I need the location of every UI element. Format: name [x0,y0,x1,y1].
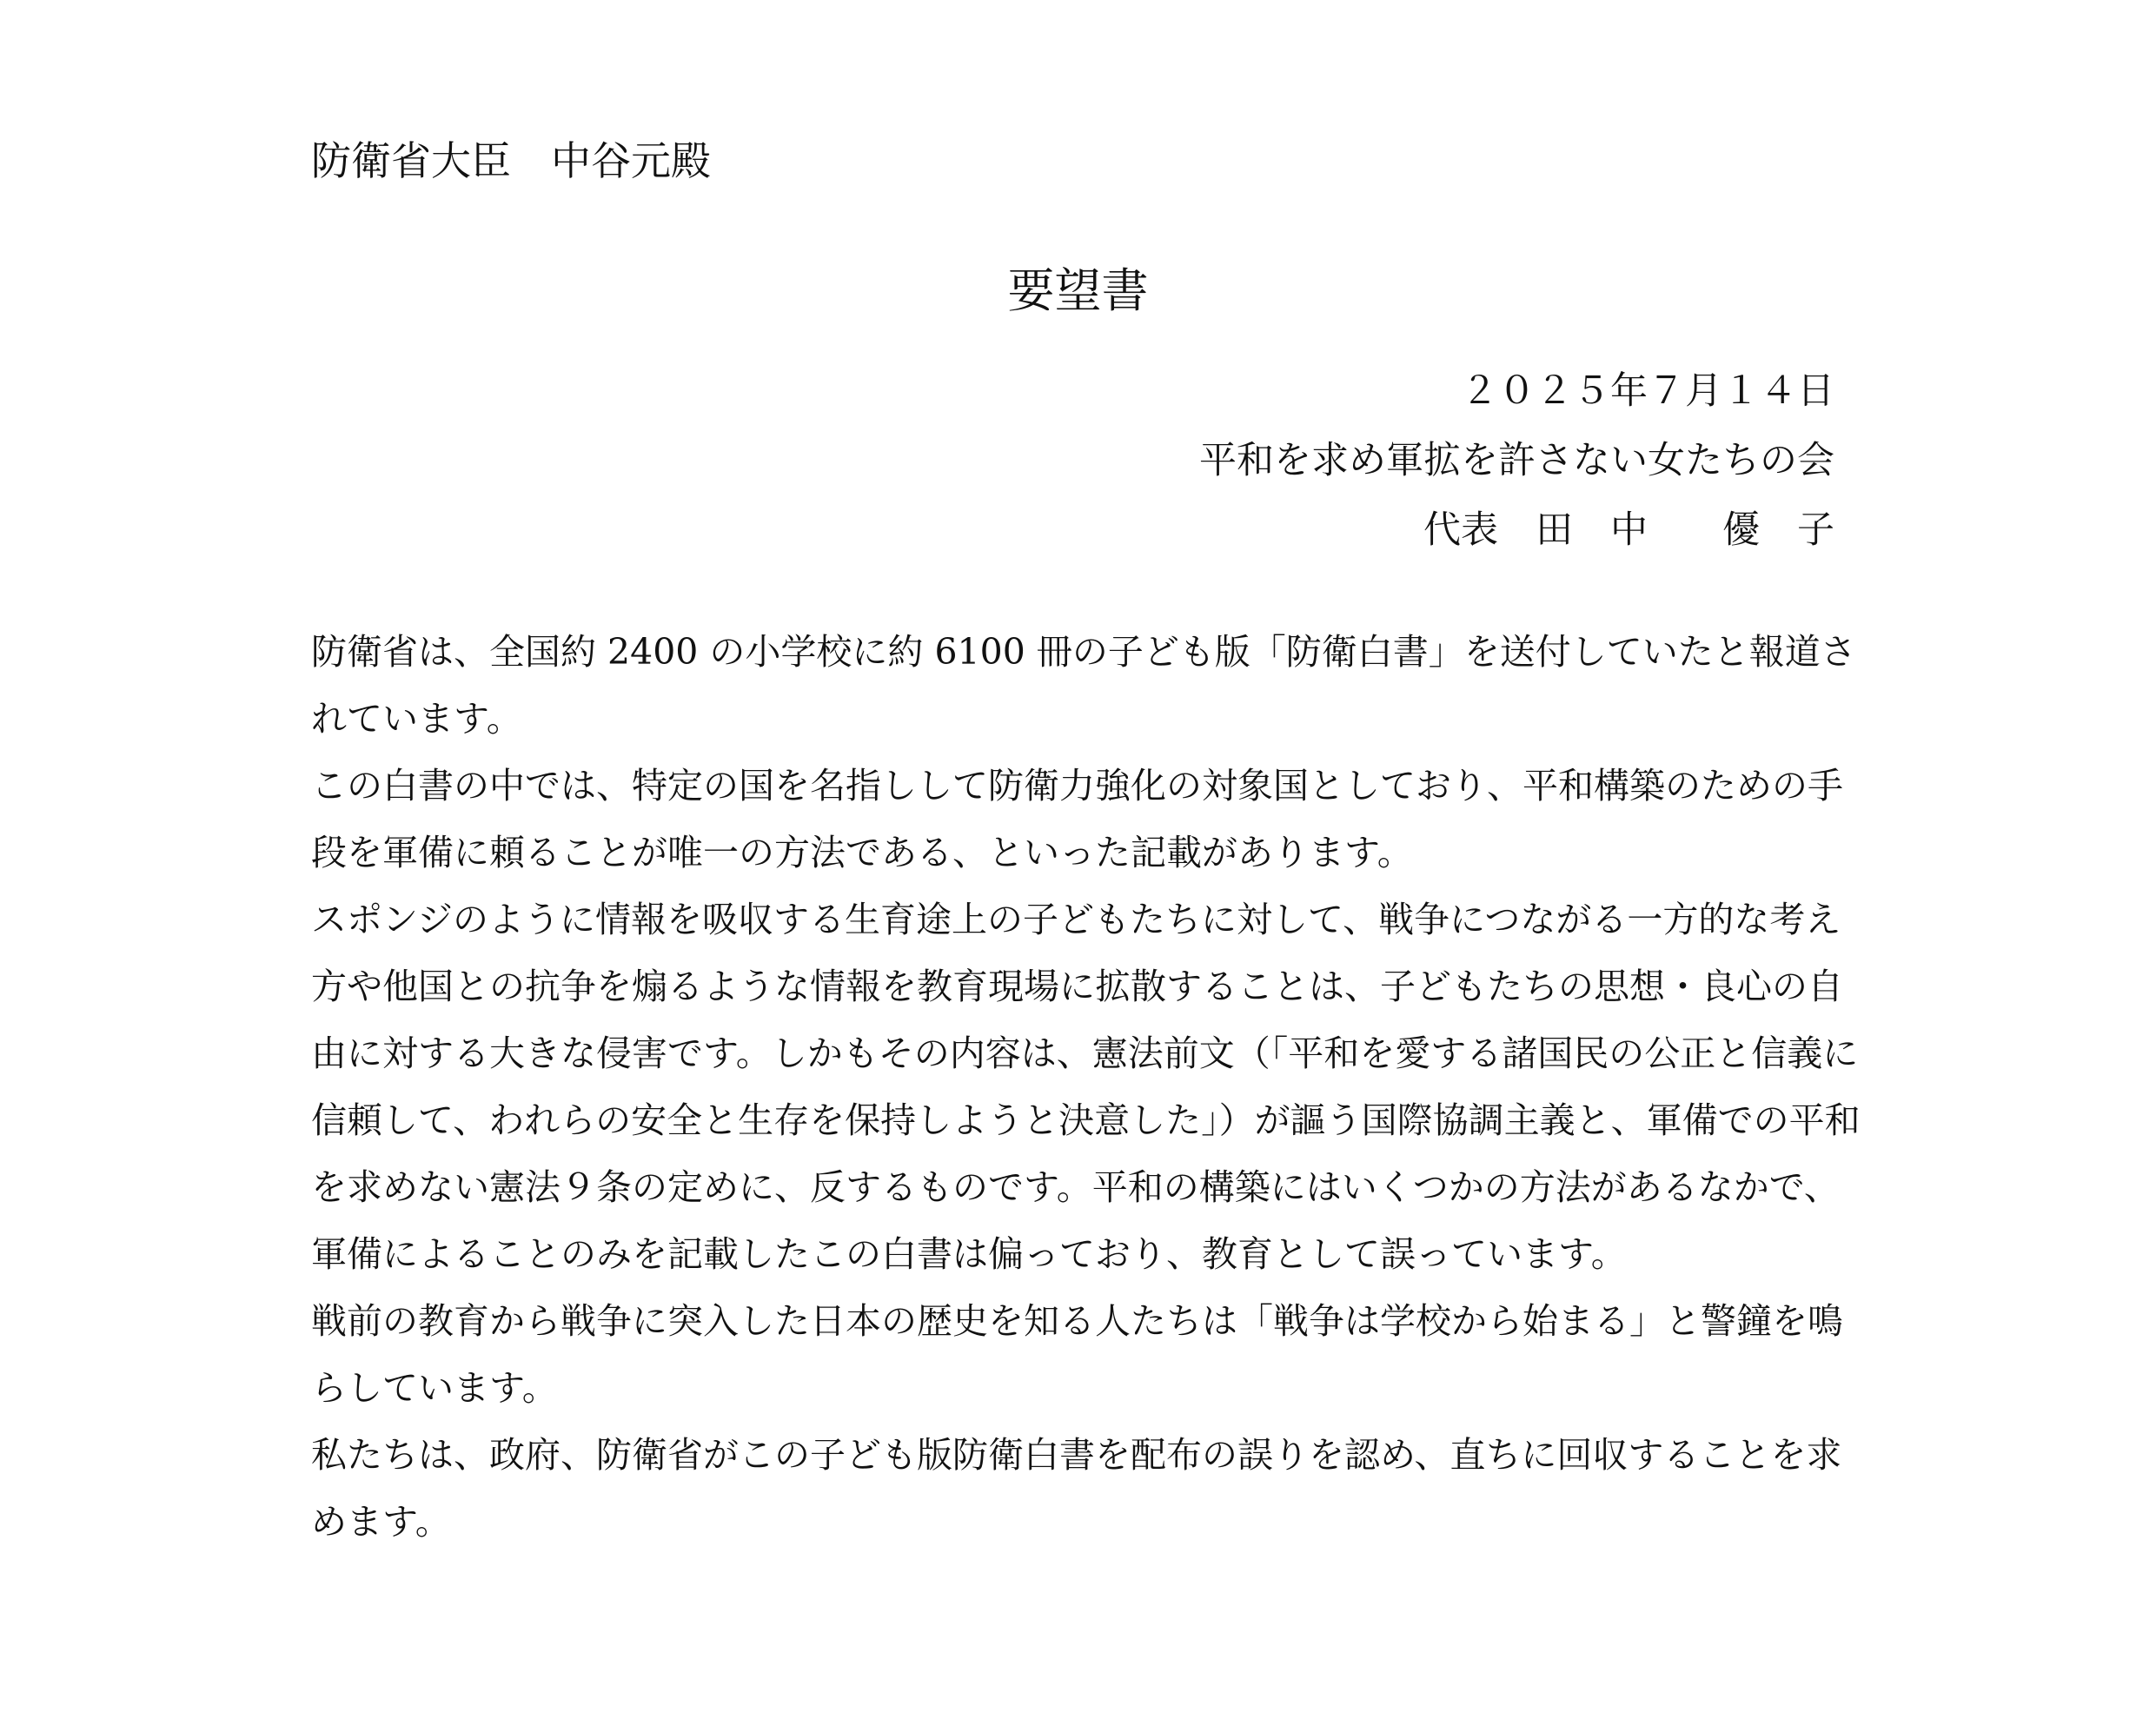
document-title: 要望書 [1007,263,1149,318]
letter-date: ２０２５年７月１４日 [1461,369,1834,413]
addressee: 防衛省大臣 中谷元殿 [311,137,711,184]
body-paragraph: 戦前の教育から戦争に突入した日本の歴史を知る人たちは「戦争は学校から始まる」と警鐘を鳴らしています。 [311,1300,1843,1409]
body-paragraph: 防衛省は、全国約 2400 の小学校に約 6100 冊の子ども版「防衛白書」を送付していたと報道されています。 [311,631,1856,740]
sender-representative: 代表 田 中 優 子 [1423,508,1834,552]
sender-organization: 平和を求め軍拡を許さない女たちの会 [1199,439,1834,482]
body-paragraph: スポンジのように情報を吸収する生育途上の子どもたちに対して、戦争につながる一方的な考え方や他国との抗争を煽るような情報を教育現場に拡散することは、子どもたちの思想・良心の自由に対する大きな侵害です。しかもその内容は、憲法前文（「平和を愛する諸国民の公正と信義に信頼して、われらの安全と生存を保持しようと決意した」）が謳う国際協調主義と、軍備での平和を求めない憲法９条の定めに、反するものです。平和の構築にはいくつかの方法があるなかで、軍備によることのみを記載したこの白書は偏っており、教育として誤っています。 [311,899,1861,1275]
body-paragraph: 私たちは、政府、防衛省がこの子ども版防衛白書を配布の誤りを認め、直ちに回収することを求めます。 [311,1434,1842,1543]
letter-body [311,619,1862,1556]
sender-block [1199,356,1834,565]
body-paragraph: この白書の中では、特定の国を名指しして防衛力強化の対象国としており、平和構築のための手段を軍備に頼ることが唯一の方法である、といった記載があります。 [311,765,1843,873]
